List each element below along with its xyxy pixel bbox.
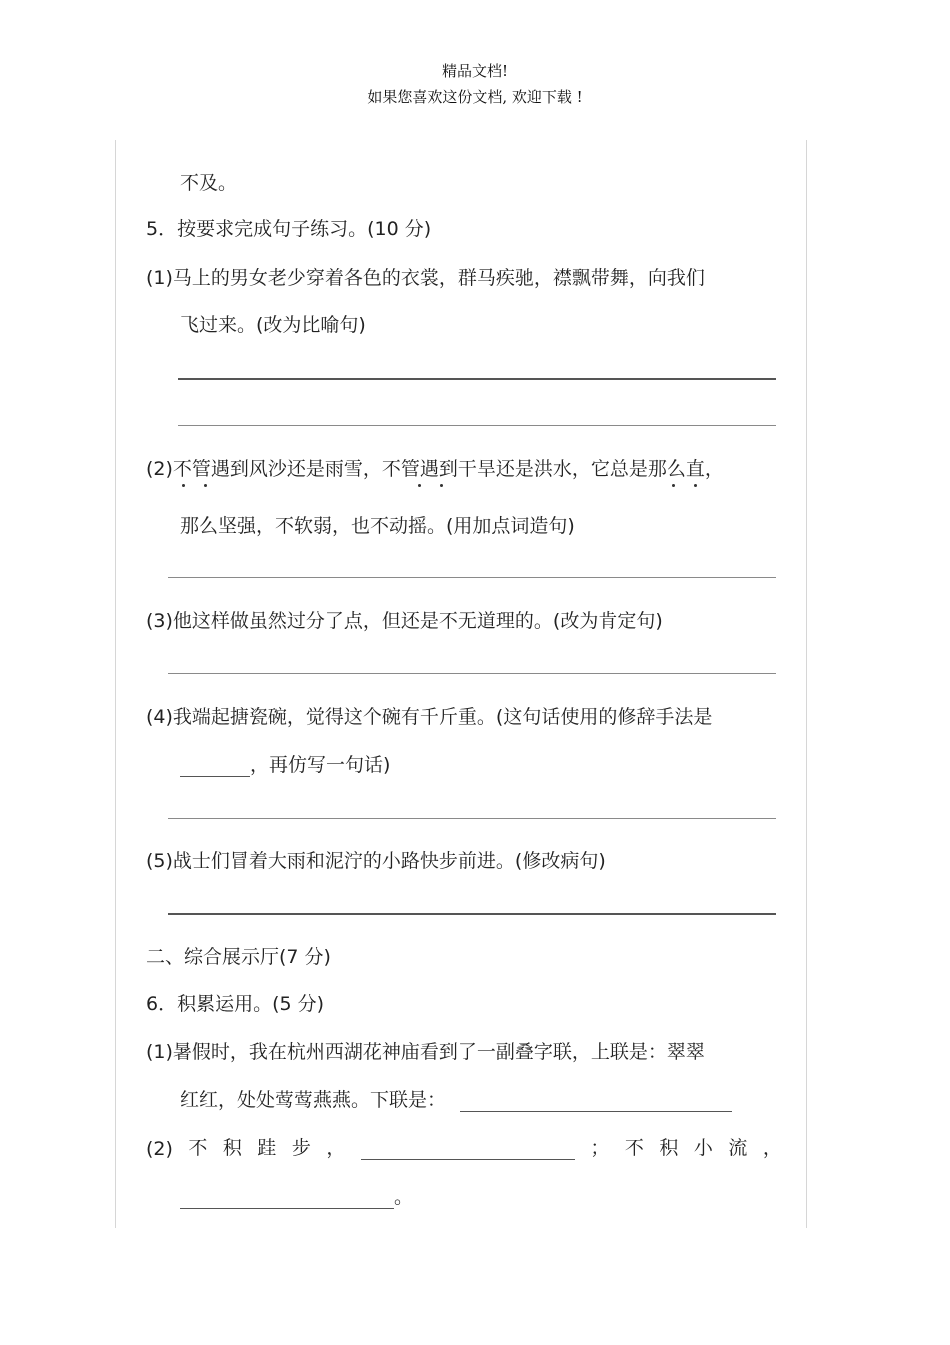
q6-item2-char: 不 xyxy=(624,1137,644,1159)
q6-item2-char: 步 xyxy=(291,1137,311,1159)
emphasis-dot xyxy=(694,484,697,487)
q5-item4-line2 xyxy=(180,750,390,777)
q5-item5-line1: (5)战士们冒着大雨和泥泞的小路快步前进。(修改病句) xyxy=(146,850,606,872)
q6-item2-char: 流 xyxy=(728,1137,748,1159)
emphasis-dot xyxy=(418,484,421,487)
q6-item2-char: 小 xyxy=(693,1137,713,1159)
answer-line[interactable] xyxy=(178,378,776,380)
q5-title: 5．按要求完成句子练习。(10 分) xyxy=(146,218,432,240)
section2-title: 二、综合展示厅(7 分) xyxy=(146,946,331,968)
q5-item1-line2: 飞过来。(改为比喻句) xyxy=(180,314,366,336)
q6-item2-line1 xyxy=(146,1133,782,1160)
emphasis-dot xyxy=(204,484,207,487)
rhetoric-blank[interactable] xyxy=(180,754,250,777)
q6-item2-char: 不 xyxy=(188,1137,208,1159)
answer-line[interactable] xyxy=(178,425,776,426)
emphasis-dot xyxy=(672,484,675,487)
q6-item2-char: 积 xyxy=(659,1137,679,1159)
q5-item4-line1: (4)我端起搪瓷碗，觉得这个碗有千斤重。(这句话使用的修辞手法是 xyxy=(146,706,713,728)
q6-item1-line2 xyxy=(180,1085,732,1112)
q6-item2-char: ， xyxy=(326,1137,346,1159)
answer-line[interactable] xyxy=(168,913,776,915)
q6-item2-char: ； xyxy=(590,1137,610,1159)
q5-item1-line1: (1)马上的男女老少穿着各色的衣裳，群马疾驰，襟飘带舞，向我们 xyxy=(146,267,705,289)
answer-line[interactable] xyxy=(168,577,776,578)
header-line-2: 如果您喜欢这份文档, 欢迎下载 ! xyxy=(367,88,583,106)
q6-item2-char: 跬 xyxy=(257,1137,277,1159)
q6-item1-line1: (1)暑假时，我在杭州西湖花神庙看到了一副叠字联，上联是：翠翠 xyxy=(146,1041,705,1063)
q6-item1-line2-text: 红红，处处莺莺燕燕。下联是： xyxy=(180,1089,447,1111)
frame-left-edge xyxy=(115,140,116,1228)
q5-item2-line2: 那么坚强，不软弱，也不动摇。(用加点词造句) xyxy=(180,515,575,537)
couplet-answer-blank[interactable] xyxy=(460,1089,732,1112)
quote-blank-2[interactable] xyxy=(180,1186,394,1209)
q6-item2-char: 积 xyxy=(222,1137,242,1159)
page-frame xyxy=(115,140,807,1228)
previous-answer-tail: 不及。 xyxy=(180,172,238,194)
q6-title: 6．积累运用。(5 分) xyxy=(146,993,325,1015)
quote-blank-1[interactable] xyxy=(361,1137,575,1160)
q6-item2-line2 xyxy=(180,1182,413,1209)
q6-item2-end: 。 xyxy=(394,1186,414,1208)
q5-item2-line1: (2)不管遇到风沙还是雨雪，不管遇到干旱还是洪水，它总是那么直， xyxy=(146,458,724,480)
answer-line[interactable] xyxy=(168,818,776,819)
answer-line[interactable] xyxy=(168,673,776,674)
emphasis-dot xyxy=(182,484,185,487)
q5-item3-line1: (3)他这样做虽然过分了点，但还是不无道理的。(改为肯定句) xyxy=(146,610,663,632)
q6-item2-char: ， xyxy=(762,1137,782,1159)
frame-right-edge xyxy=(806,140,807,1228)
q5-item4-line2-text: ，再仿写一句话) xyxy=(250,754,391,776)
q6-item2-label: (2) xyxy=(146,1138,173,1160)
emphasis-dot xyxy=(440,484,443,487)
header-line-1: 精品文档! xyxy=(441,62,509,80)
